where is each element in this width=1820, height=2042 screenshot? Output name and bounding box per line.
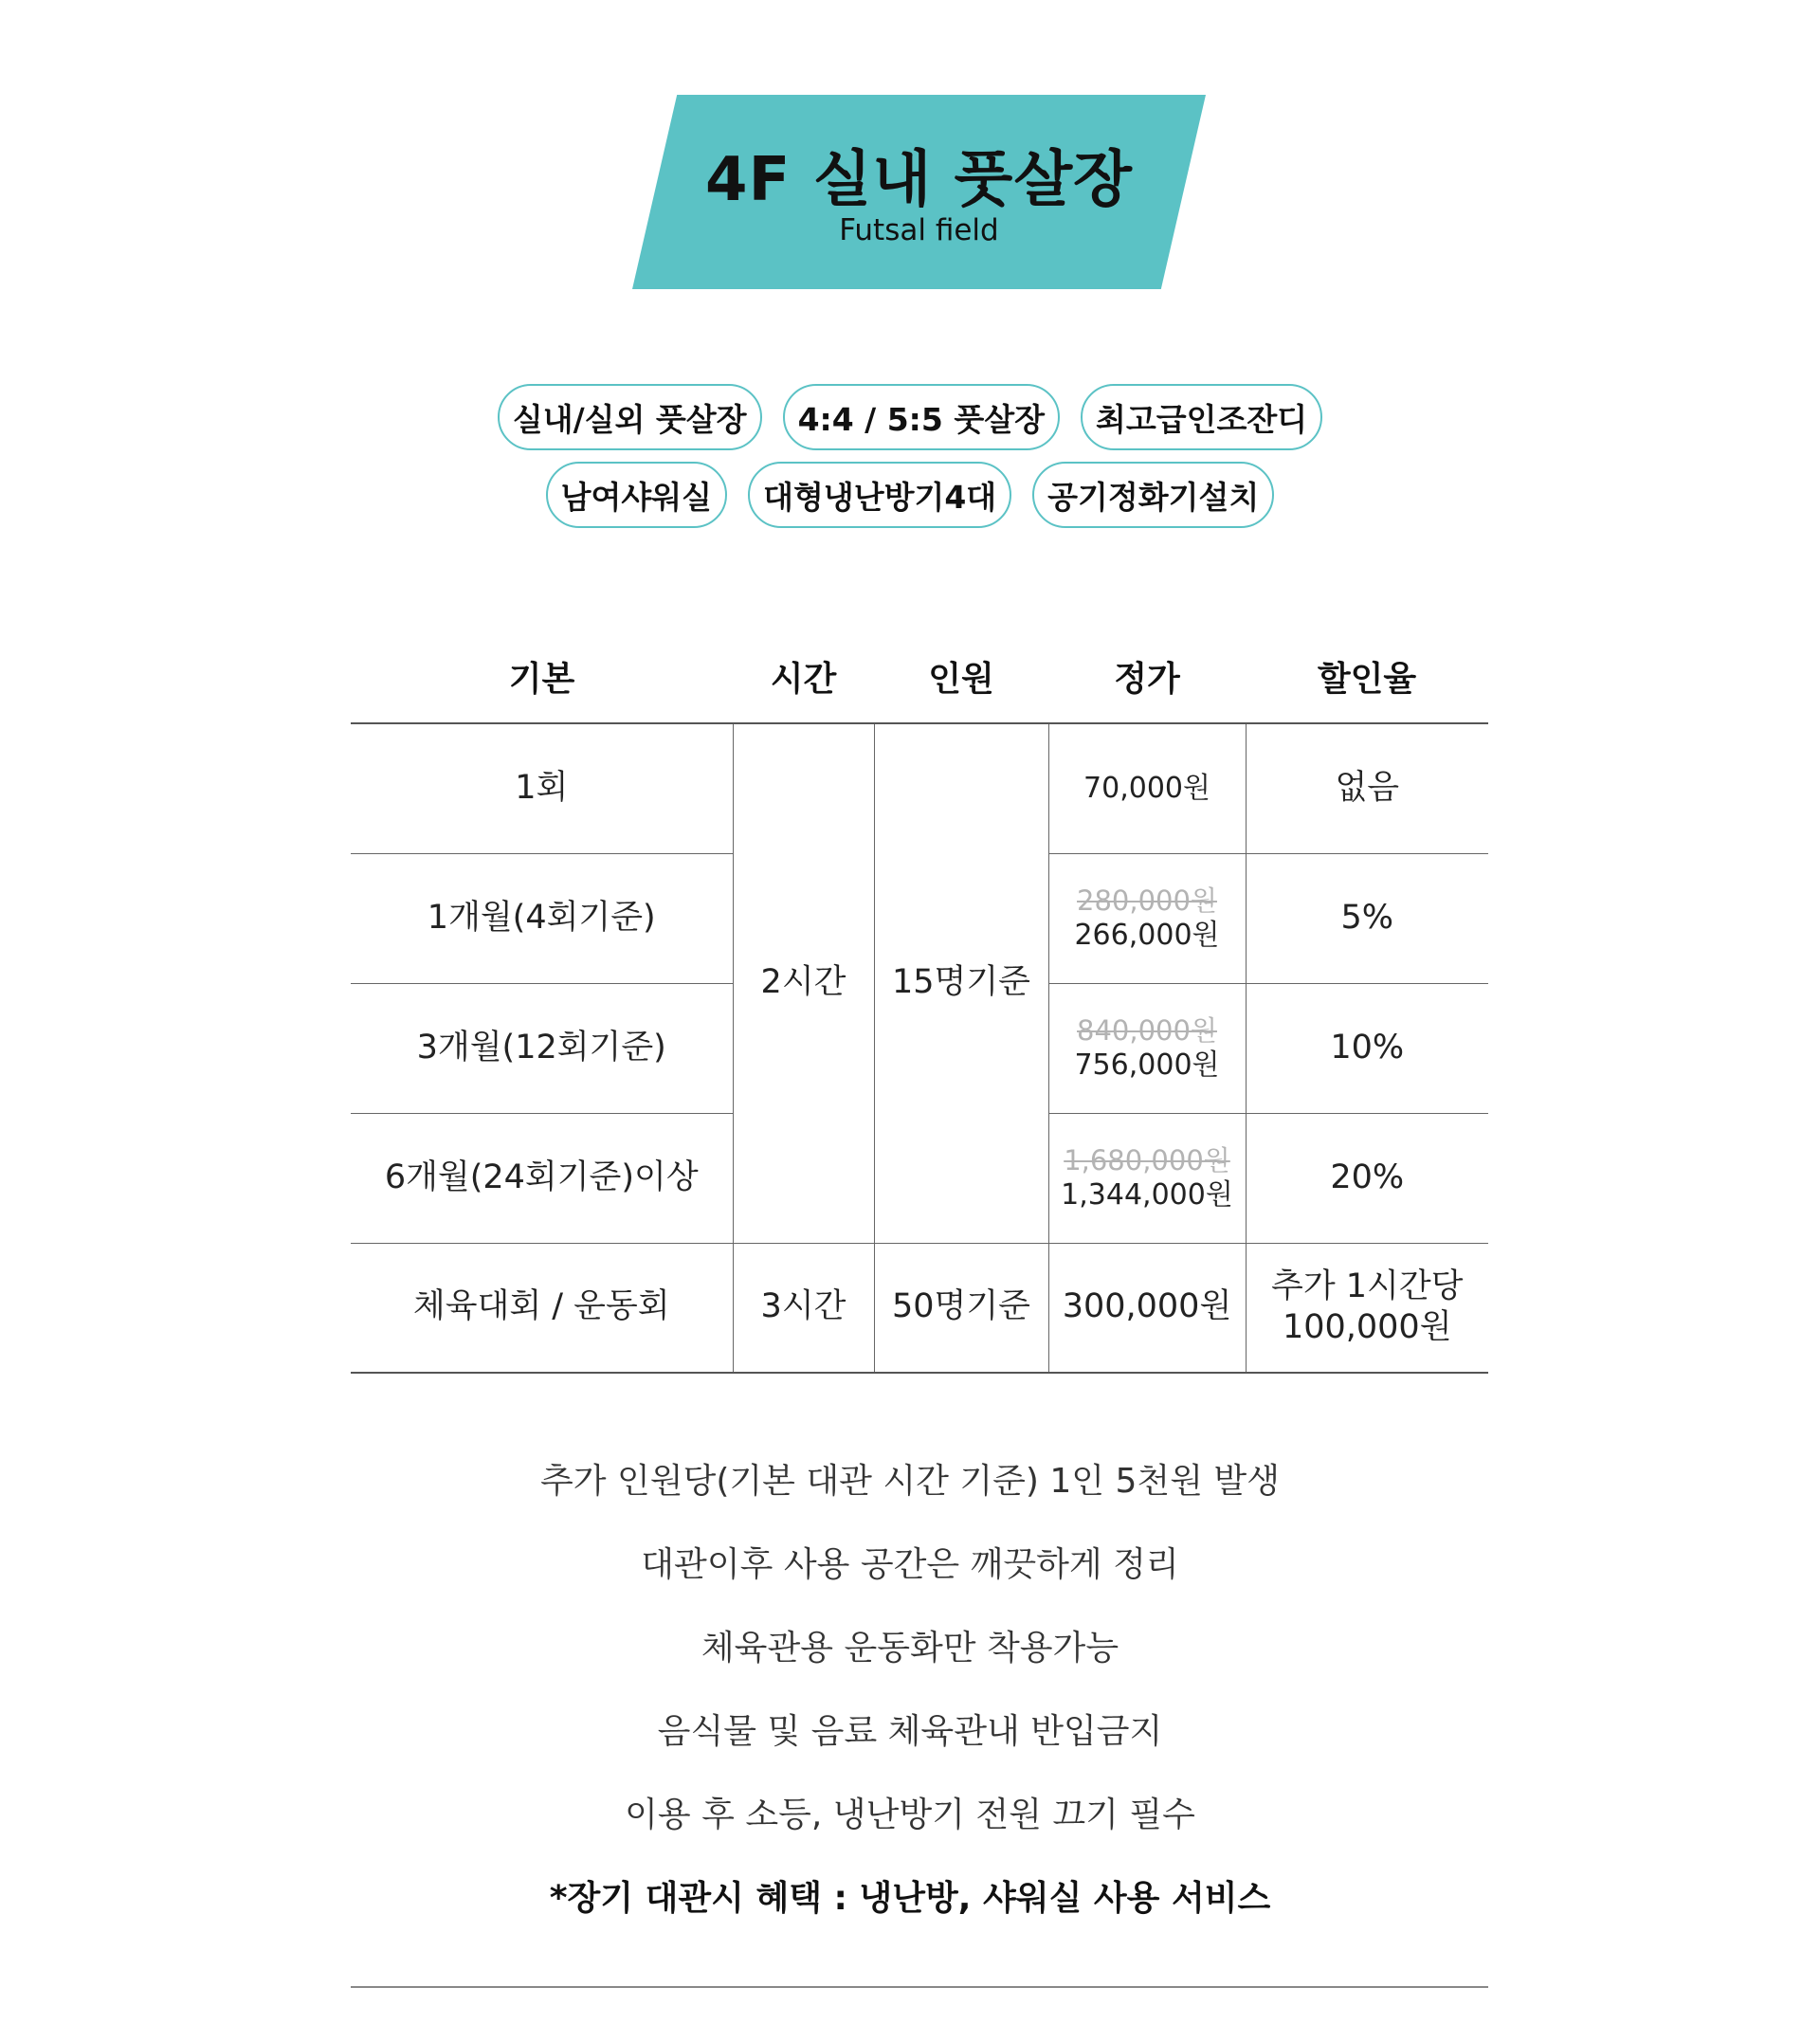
- bottom-divider: [351, 1986, 1488, 1988]
- feature-tag: 4:4 / 5:5 풋살장: [783, 384, 1060, 450]
- title-banner: [632, 95, 1206, 289]
- basic-cell: 6개월(24회기준)이상: [351, 1113, 733, 1243]
- feature-tag: 대형냉난방기4대: [748, 462, 1011, 528]
- table-header-row: [351, 630, 1488, 723]
- price-value: 1,344,000원: [1061, 1177, 1233, 1212]
- price-value: 70,000원: [1083, 772, 1210, 805]
- feature-tags-row-2: [0, 462, 1820, 528]
- price-cell: [1048, 1113, 1246, 1243]
- table-row: [351, 723, 1488, 853]
- original-price: 840,000원: [1077, 1013, 1217, 1047]
- column-header-price: 정가: [1048, 630, 1246, 723]
- column-header-discount: 할인율: [1246, 630, 1488, 723]
- price-cell: [1048, 983, 1246, 1113]
- people-cell: 15명기준: [874, 723, 1048, 1243]
- table-row-event: [351, 1243, 1488, 1373]
- column-header-time: 시간: [733, 630, 874, 723]
- price-cell: 300,000원: [1048, 1243, 1246, 1373]
- discount-cell: [1246, 1243, 1488, 1373]
- price-value: 266,000원: [1074, 918, 1220, 952]
- basic-cell: 3개월(12회기준): [351, 983, 733, 1113]
- discount-cell: 5%: [1246, 853, 1488, 983]
- discount-cell: 10%: [1246, 983, 1488, 1113]
- notes-section: [0, 1455, 1820, 1956]
- feature-tag: 실내/실외 풋살장: [498, 384, 762, 450]
- basic-cell: 1개월(4회기준): [351, 853, 733, 983]
- price-table: [351, 630, 1488, 1374]
- column-header-basic: 기본: [351, 630, 733, 723]
- time-cell: 2시간: [733, 723, 874, 1243]
- column-header-people: 인원: [874, 630, 1048, 723]
- original-price: 280,000원: [1077, 884, 1217, 917]
- price-cell: [1048, 853, 1246, 983]
- basic-cell: 체육대회 / 운동회: [351, 1243, 733, 1373]
- page-title: 4F 실내 풋살장: [705, 145, 1133, 215]
- note-line: 추가 인원당(기본 대관 시간 기준) 1인 5천원 발생: [540, 1462, 1280, 1501]
- original-price: 1,680,000원: [1064, 1143, 1230, 1176]
- discount-cell: 없음: [1246, 723, 1488, 853]
- discount-cell: 20%: [1246, 1113, 1488, 1243]
- note-line: 대관이후 사용 공간은 깨끗하게 정리: [641, 1545, 1179, 1584]
- note-line: 체육관용 운동화만 착용가능: [701, 1629, 1119, 1668]
- feature-tags-row-1: [0, 384, 1820, 450]
- basic-cell: 1회: [351, 723, 733, 853]
- feature-tag: 최고급인조잔디: [1081, 384, 1322, 450]
- price-cell: [1048, 723, 1246, 853]
- time-cell: 3시간: [733, 1243, 874, 1373]
- feature-tag: 남여샤워실: [546, 462, 727, 528]
- note-line: 음식물 및 음료 체육관내 반입금지: [657, 1712, 1163, 1751]
- extra-hour-label: 추가 1시간당: [1271, 1267, 1464, 1305]
- extra-hour-price: 100,000원: [1282, 1308, 1452, 1347]
- feature-tag: 공기정화기설치: [1032, 462, 1274, 528]
- people-cell: 50명기준: [874, 1243, 1048, 1373]
- price-value: 756,000원: [1074, 1048, 1220, 1082]
- note-line: 이용 후 소등, 냉난방기 전원 끄기 필수: [625, 1796, 1195, 1834]
- benefit-note: *장기 대관시 혜택 : 냉난방, 샤워실 사용 서비스: [549, 1879, 1271, 1918]
- page-subtitle: Futsal field: [839, 213, 999, 247]
